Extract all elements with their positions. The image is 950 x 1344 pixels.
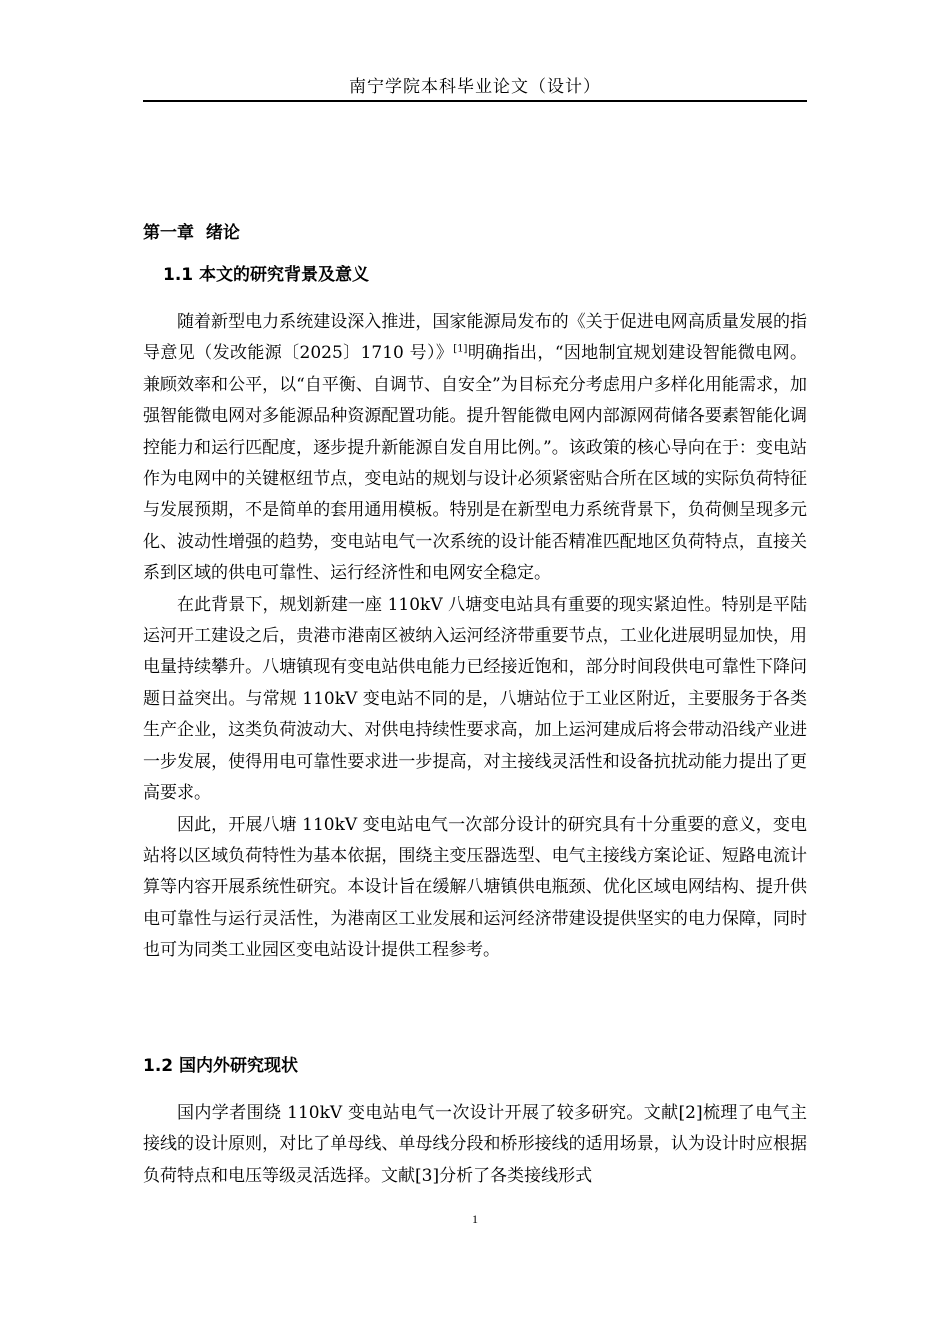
paragraph: 国内学者围绕 110kV 变电站电气一次设计开展了较多研究。文献[2]梳理了电气主接线的设计原则，对比了单母线、单母线分段和桥形接线的适用场景，认为设计时应根据负荷特点和电压等级灵活选择。文献[3]分析了各类接线形式 [143, 1103, 807, 1186]
paragraph [143, 307, 807, 590]
paragraph-text: 随着新型电力系统建设深入推进，国家能源局发布的《关于促进电网高质量发展的指导意见（发改能源〔2025〕1710 号）》 [143, 312, 807, 364]
section-1-1-body [143, 307, 807, 967]
section-title-1-2: 1.2 国内外研究现状 [143, 1056, 299, 1076]
citation-marker: [1] [453, 343, 468, 355]
section-1-2-body [143, 1098, 807, 1192]
paragraph: 因此，开展八塘 110kV 变电站电气一次部分设计的研究具有十分重要的意义，变电站将以区域负荷特性为基本依据，围绕主变压器选型、电气主接线方案论证、短路电流计算等内容开展系统性研究。本设计旨在缓解八塘镇供电瓶颈、优化区域电网结构、提升供电可靠性与运行灵活性，为港南区工业发展和运河经济带建设提供坚实的电力保障，同时也可为同类工业园区变电站设计提供工程参考。 [143, 814, 807, 961]
page-number: 1 [472, 1212, 478, 1226]
paragraph-text: 明确指出，“因地制宜规划建设智能微电网。兼顾效率和公平，以“自平衡、自调节、自安全”为目标充分考虑用户多样化用能需求，加强智能微电网对多能源品种资源配置功能。提升智能微电网内部源网荷储各要素智能化调控能力和运行匹配度，逐步提升新能源自发自用比例。”。该政策的核心导向在于：变电站作为电网中的关键枢纽节点，变电站的规划与设计必须紧密贴合所在区域的实际负荷特征与发展预期，不是简单的套用通用模板。特别是在新型电力系统背景下，负荷侧呈现多元化、波动性增强的趋势，变电站电气一次系统的设计能否精准匹配地区负荷特点，直接关系到区域的供电可靠性、运行经济性和电网安全稳定。 [143, 343, 807, 584]
header-divider [143, 100, 807, 102]
chapter-title: 第一章 绪论 [143, 223, 240, 243]
section-title-1-1: 1.1 本文的研究背景及意义 [163, 265, 370, 285]
paragraph: 在此背景下，规划新建一座 110kV 八塘变电站具有重要的现实紧迫性。特别是平陆运河开工建设之后，贵港市港南区被纳入运河经济带重要节点，工业化进展明显加快，用电量持续攀升。八塘镇现有变电站供电能力已经接近饱和，部分时间段供电可靠性下降问题日益突出。与常规 110kV 变电站不同的是，八塘站位于工业区附近，主要服务于各类生产企业，这类负荷波动大、对供电持续性要求高，加上运河建成后将会带动沿线产业进一步发展，使得用电可靠性要求进一步提高，对主接线灵活性和设备抗扰动能力提出了更高要求。 [143, 594, 807, 804]
page-header-title: 南宁学院本科毕业论文（设计） [349, 77, 601, 97]
